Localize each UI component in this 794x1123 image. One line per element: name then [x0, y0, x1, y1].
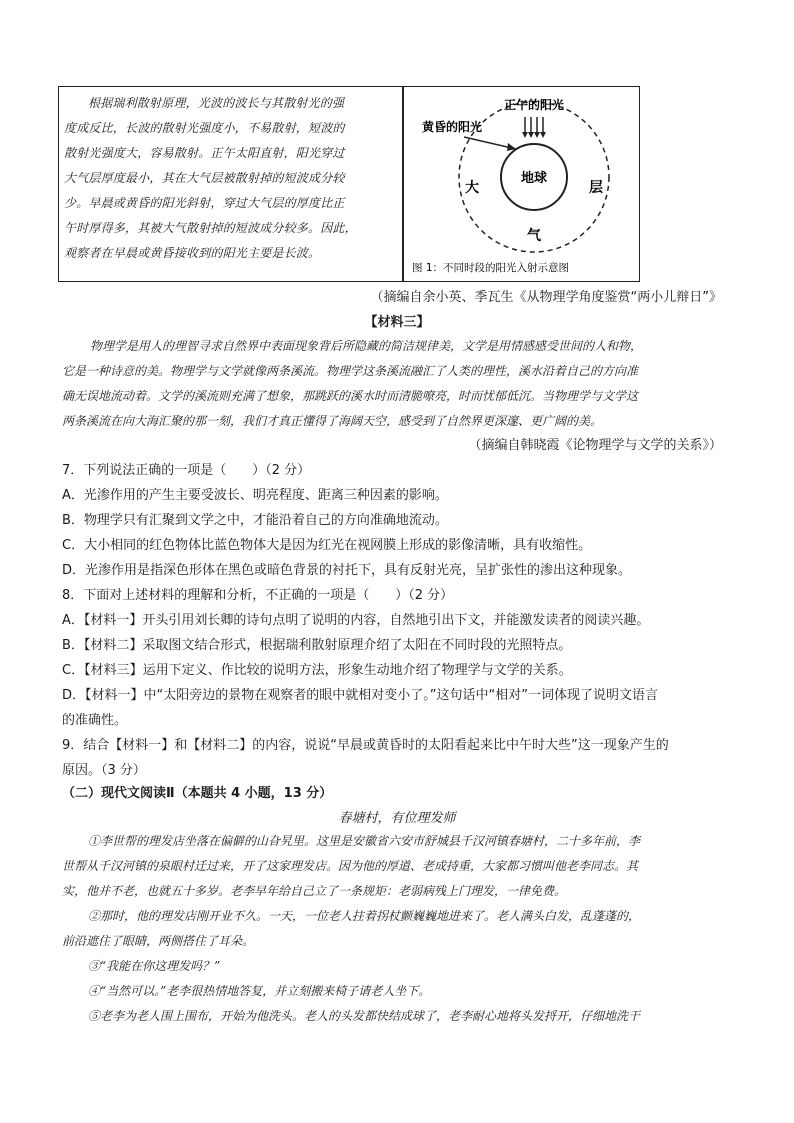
material2-text [64, 91, 394, 266]
box-line: 散射光强度大，容易散射。正午太阳直射，阳光穿过 [64, 146, 345, 160]
story-title: 春塘村，有位理发师 [338, 811, 456, 826]
q8-option-a: A．【材料一】开头引用刘长卿的诗句点明了说明的内容，自然地引出下文，并能激发读者的阅读兴趣。 [62, 613, 650, 628]
q8-option-b: B．【材料二】采取图文结合形式，根据瑞利散射原理介绍了太阳在不同时段的光照特点。 [62, 638, 572, 653]
diagram-caption: 图 1：不同时段的阳光入射示意图 [412, 262, 570, 274]
story-para: ①李世帮的理发店坐落在偏僻的山旮旯里。这里是安徽省六安市舒城县千汉河镇春塘村，二十多年前，李 [88, 834, 641, 848]
noon-arrows [525, 117, 543, 133]
box-line: 度成反比，长波的散射光强度小，不易散射，短波的 [64, 121, 345, 135]
box-line: 观察者在早晨或黄昏接收到的阳光主要是长波。 [64, 246, 321, 260]
q8-option-d-cont: 的准确性。 [62, 713, 128, 728]
q7-option-d: D．光渗作用是指深色形体在黑色或暗色背景的衬托下，具有反射光亮，呈扩张性的渗出这种现象。 [62, 563, 632, 578]
story-para: ⑤老李为老人围上围布，开始为他洗头。老人的头发都快结成球了，老李耐心地将头发捋开，仔细地洗干 [88, 1009, 641, 1023]
q9-line: 9．结合【材料一】和【材料二】的内容，说说“早晨或黄昏时的太阳看起来比中午时大些”这一现象产生的 [62, 738, 669, 753]
material3-line: 物理学是用人的理智寻求自然界中表面现象背后所隐藏的简洁规律美，文学是用情感感受世间的人和物， [90, 339, 643, 353]
material3-line: 它是一种诗意的美。物理学与文学就像两条溪流。物理学这条溪流融汇了人类的理性，溪水沿着自己的方向准 [62, 364, 639, 378]
q9-line: 原因。（3 分） [62, 763, 146, 778]
source-note-1: （摘编自余小英、季瓦生《从物理学角度鉴赏“两小儿辩日”》 [370, 290, 722, 305]
q8-stem: 8．下面对上述材料的理解和分析，不正确的一项是（ ）（2 分） [62, 588, 454, 603]
material3-line: 确无误地流动着。文学的溪流则充满了想象，那跳跃的溪水时而清脆嘹亮，时而忧郁低沉。当物理学与文学这 [62, 389, 639, 403]
q7-stem: 7．下列说法正确的一项是（ ）（2 分） [62, 463, 311, 478]
atmosphere-left-label: 大 [465, 180, 479, 196]
box-line: 少。早晨或黄昏的阳光斜射，穿过大气层的厚度比正 [64, 196, 345, 210]
atmosphere-bottom-label: 气 [527, 228, 541, 244]
story-para: ③“我能在你这理发吗？” [88, 959, 221, 973]
q7-option-c: C．大小相同的红色物体比蓝色物体大是因为红光在视网膜上形成的影像清晰，具有收缩性。 [62, 538, 592, 553]
box-line: 根据瑞利散射原理，光波的波长与其散射光的强 [88, 96, 345, 110]
dusk-label: 黄昏的阳光 [421, 120, 483, 134]
story-para: 实，他并不老，也就五十多岁。老李早年给自己立了一条规矩：老弱病残上门理发，一律免费。 [62, 884, 567, 898]
q7-option-a: A．光渗作用的产生主要受波长、明亮程度、距离三种因素的影响。 [62, 488, 448, 503]
noon-label: 正午的阳光 [503, 98, 565, 112]
q7-option-b: B．物理学只有汇聚到文学之中，才能沿着自己的方向准确地流动。 [62, 513, 448, 528]
box-line: 大气层厚度最小，其在大气层被散射掉的短波成分较 [64, 171, 345, 185]
atmosphere-right-label: 层 [589, 180, 603, 196]
story-para: 世帮从千汉河镇的泉眼村迁过来，开了这家理发店。因为他的厚道、老成持重，大家都习惯叫他老李同志。其 [62, 859, 639, 873]
q8-option-c: C．【材料三】运用下定义、作比较的说明方法，形象生动地介绍了物理学与文学的关系。 [62, 663, 572, 678]
sunlight-diagram [404, 87, 639, 281]
section2-heading: （二）现代文阅读Ⅱ（本题共 4 小题，13 分） [62, 786, 333, 801]
material3-heading: 【材料三】 [364, 315, 430, 330]
source-note-3: （摘编自韩晓霞《论物理学与文学的关系》） [468, 438, 722, 453]
q8-option-d: D．【材料一】中“太阳旁边的景物在观察者的眼中就相对变小了。”这句话中“相对”一词体现了说明文语言 [62, 688, 658, 703]
story-para: ②那时，他的理发店刚开业不久。一天，一位老人拄着拐杖颤巍巍地进来了。老人满头白发，乱蓬蓬的， [88, 909, 641, 923]
story-para: ④“当然可以。”老李很热情地答复，并立刻搬来椅子请老人坐下。 [88, 984, 431, 998]
earth-label: 地球 [520, 171, 548, 186]
material2-box [58, 86, 640, 282]
box-line: 午时厚得多，其被大气散射掉的短波成分较多。因此， [64, 221, 357, 235]
story-para: 前沿遮住了眼睛，两侧搭住了耳朵。 [62, 934, 255, 948]
material3-line: 两条溪流在向大海汇聚的那一刻，我们才真正懂得了海阔天空，感受到了自然界更深邃、更广阔的美。 [62, 414, 603, 428]
